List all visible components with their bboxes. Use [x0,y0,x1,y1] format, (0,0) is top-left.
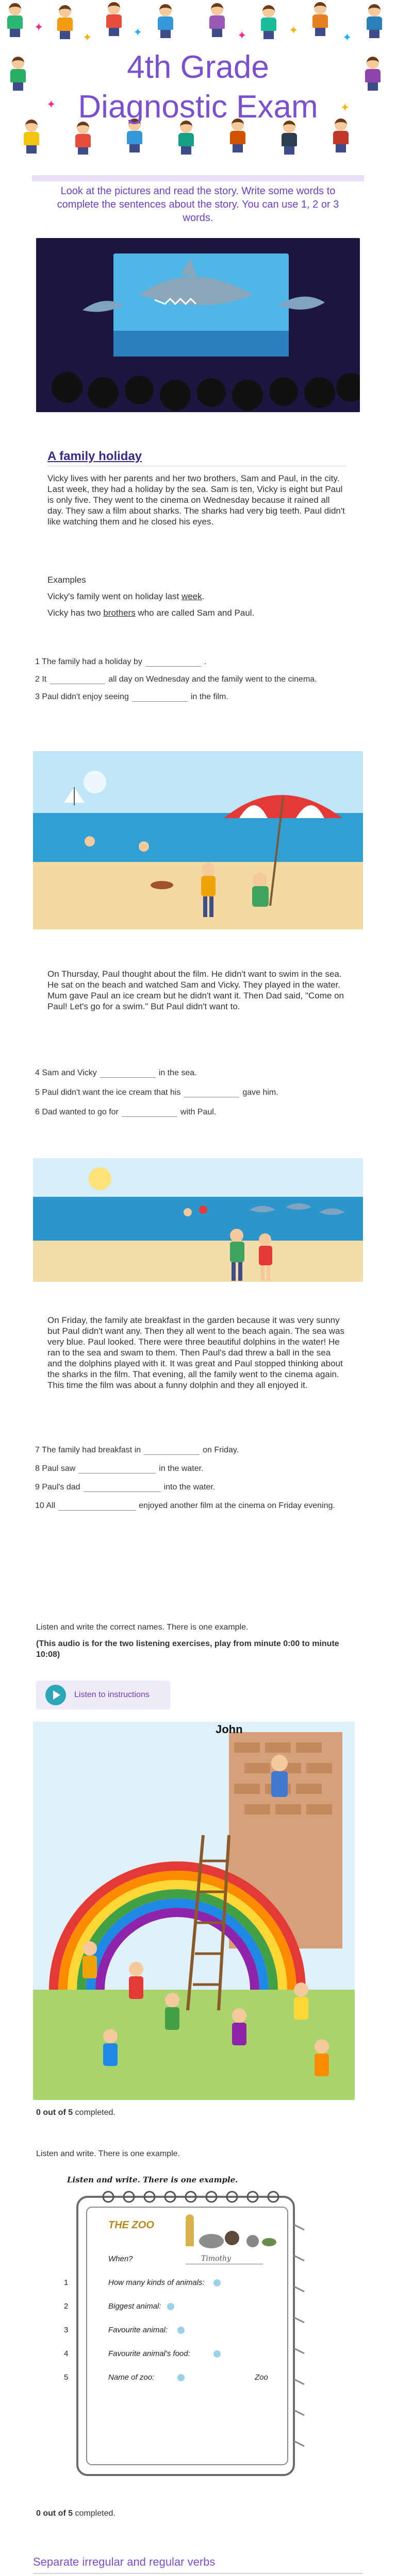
answer-blank[interactable] [184,1089,239,1097]
beach-picture [33,751,363,929]
kid-illustration [258,5,279,39]
question-row: 2 It all day on Wednesday and the family went to the cinema. [35,675,317,684]
dolphin-beach-picture [33,1158,363,1282]
sparkle-icon: ✦ [46,98,56,111]
notebook-heading: Listen and write. There is one example. [67,2175,238,2184]
question-row: 6 Dad wanted to go for with Paul. [35,1108,217,1116]
title-rule [33,2573,363,2574]
play-icon [45,1685,66,1705]
question-row: 4 Sam and Vicky in the sea. [35,1069,197,1077]
answer-dropzone[interactable] [213,2350,221,2358]
story-title: A family holiday [47,449,142,463]
sparkle-icon: ✦ [289,24,299,37]
page-title: 4th Grade [127,49,269,85]
categorize-title: Separate irregular and regular verbs [33,2555,216,2568]
answer-blank[interactable] [122,1109,177,1117]
answer-dropzone[interactable] [167,2303,174,2310]
reading-instructions: Look at the pictures and read the story. Write some words to complete the sentences about the story. You can use 1, 2 or 3 words. [57,185,339,224]
story-paragraph: Vicky lives with her parents and her two brothers, Sam and Paul, in the city. Last week, they had a holiday by the sea. Sam is ten, Vicky is eight but Paul is only five. They went to the cinema on Wednesday because it rained all day. They saw a film about sharks. The sharks had very big teeth. Paul didn't like watching them and he closed his eyes. [47,473,345,527]
answer-blank[interactable] [145,658,201,667]
page-subtitle: Diagnostic Exam [78,89,318,125]
kid-illustration [103,2,125,36]
sparkle-icon: ✦ [82,31,92,44]
examples-label: Examples [47,575,86,585]
answer-dropzone[interactable] [213,2279,221,2286]
listen-instructions-button[interactable] [36,1681,170,1709]
park-illustration [33,1722,355,2100]
question-row: 10 All enjoyed another film at the cinema on Friday evening. [35,1501,335,1510]
answer-blank[interactable] [100,1070,156,1078]
beach-illustration [33,751,363,929]
answer-dropzone[interactable] [177,2327,185,2334]
sparkle-icon: ✦ [340,101,350,114]
example-name-label: John [216,1723,243,1736]
sparkle-icon: ✦ [237,29,247,42]
story-paragraph: On Friday, the family ate breakfast in the garden because it was very sunny but Paul didn't want any. Then they all went to the beach again. The sea was very blue. Paul looked. There were three beautiful dolphins in the water! He ran to the sea and swam to them. Then Paul's dad threw a ball in the sea and the dolphins played with it. It was great and Paul stopped thinking about the sharks in the film. That evening, all the family went to the cinema again. This time the film was about a funny dolphin and they all enjoyed it. [47,1315,344,1390]
answer-blank[interactable] [78,1465,156,1473]
sparkle-icon: ✦ [342,31,352,44]
question-row: 8 Paul saw in the water. [35,1464,204,1473]
zoo-notebook [57,2173,335,2485]
story-paragraph: On Thursday, Paul thought about the film. He didn't want to swim in the sea. He sat on the beach and watched Sam and Vicky. They played in the water. Mum gave Paul an ice cream but he didn't want it. Then Dad said, "Come on Paul! Let's go for a swim." But Paul didn't want to. [47,969,344,1011]
answer-blank[interactable] [132,693,188,702]
example-answer: Timothy [201,2255,232,2263]
kid-illustration [206,3,228,37]
notebook-row-4: 4 Favourite animal's food: [64,2349,280,2365]
kid-illustration [175,121,197,155]
kid-illustration [309,2,331,36]
kid-illustration [4,3,26,37]
listening-instruction: Listen and write. There is one example. [36,2149,180,2158]
kid-illustration [54,5,76,39]
question-row: 5 Paul didn't want the ice cream that his gave him. [35,1088,278,1097]
sparkle-icon: ✦ [34,21,44,33]
example-sentence: Vicky's family went on holiday last week. [47,591,205,601]
notebook-row-3: 3 Favourite animal: [64,2326,280,2341]
kid-illustration [364,4,385,38]
answer-blank[interactable] [50,676,105,684]
worksheet-header [0,0,396,155]
answer-blank[interactable] [58,1502,136,1511]
listening-instruction: Listen and write the correct names. There is one example. [36,1623,249,1632]
audio-note: (This audio is for the two listening exercises, play from minute 0:00 to minute 10:08) [36,1639,339,1659]
cinema-picture [36,238,360,412]
question-row: 7 The family had breakfast in on Friday. [35,1446,239,1454]
park-picture [33,1722,355,2100]
notebook-row-5: 5 Name of zoo: Zoo [64,2373,268,2382]
notebook-title: THE ZOO [108,2219,154,2231]
kid-illustration [278,121,300,155]
example-answer: week [181,591,202,601]
kid-illustration [72,122,94,155]
answer-dropzone[interactable] [177,2374,185,2381]
question-row: 9 Paul's dad into the water. [35,1483,216,1492]
example-row: When? Timothy [108,2255,273,2263]
notebook-row-1: 1 How many kinds of animals: [64,2278,280,2294]
example-answer: brothers [103,608,136,618]
kid-illustration [155,4,176,38]
example-sentence: Vicky has two brothers who are called Sam and Paul. [47,608,255,618]
question-row: 3 Paul didn't enjoy seeing in the film. [35,692,228,701]
progress-text: 0 out of 5 completed. [36,2509,116,2518]
progress-text: 0 out of 5 completed. [36,2108,116,2117]
answer-blank[interactable] [84,1484,161,1492]
listen-button-label: Listen to instructions [74,1690,150,1699]
question-row: 1 The family had a holiday by . [35,657,207,666]
answer-blank[interactable] [144,1447,200,1455]
section-divider [32,175,364,181]
sparkle-icon: ✦ [133,26,143,39]
notebook-row-2: 2 Biggest animal: [64,2302,280,2317]
dolphin-beach-illustration [33,1158,363,1282]
cinema-illustration [36,238,360,412]
